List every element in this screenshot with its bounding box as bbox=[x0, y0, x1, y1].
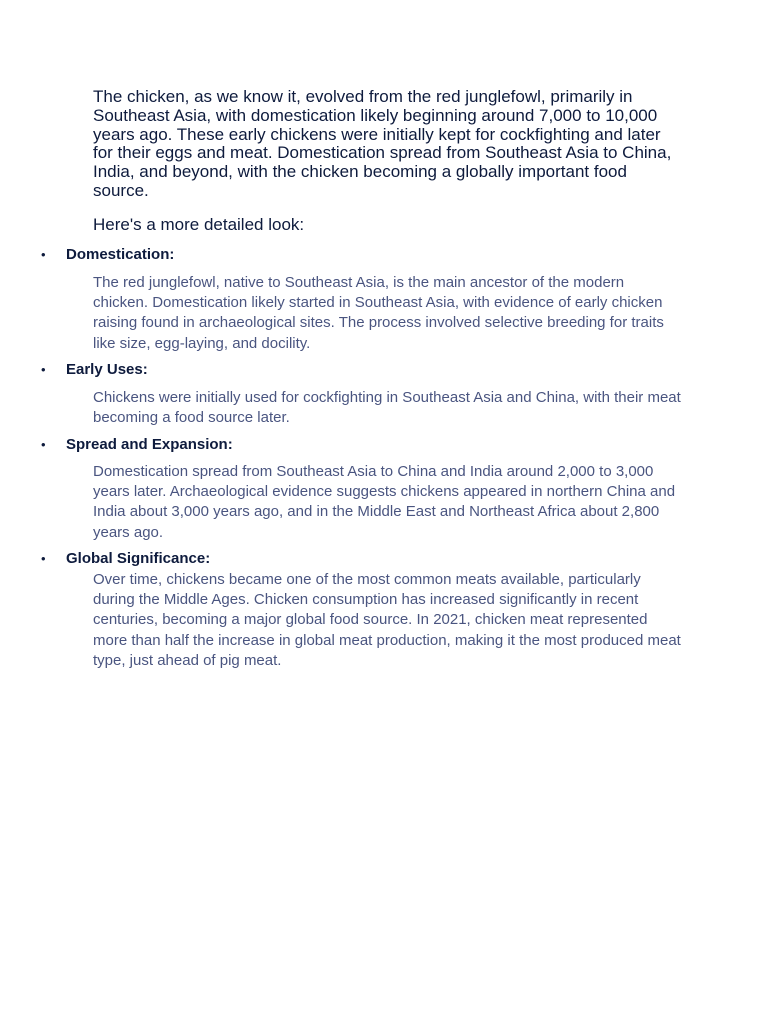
bullet-marker: • bbox=[41, 437, 46, 452]
bullet-marker: • bbox=[41, 551, 46, 566]
section-heading-domestication: Domestication: bbox=[66, 246, 175, 263]
section-body-domestication: The red junglefowl, native to Southeast Asia, is the main ancestor of the modern chicken. Domestication likely started in Southeast Asia, with evidence of early chicken raising found in archaeological sites. The process involved selective breeding for traits like size, egg-laying, and docility. bbox=[93, 274, 664, 352]
intro-paragraph: The chicken, as we know it, evolved from the red junglefowl, primarily in Southeast Asia, with domestication likely beginning around 7,000 to 10,000 years ago. These early chickens were initially kept for cockfighting and later for their eggs and meat. Domestication spread from Southeast Asia to China, India, and beyond, with the chicken becoming a globally important food source. bbox=[93, 87, 672, 200]
section-heading-early-uses: Early Uses: bbox=[66, 361, 148, 378]
section-body-early-uses: Chickens were initially used for cockfighting in Southeast Asia and China, with their meat becoming a food source later. bbox=[93, 389, 681, 427]
section-body-global-significance: Over time, chickens became one of the most common meats available, particularly during the Middle Ages. Chicken consumption has increased significantly in recent centuries, becoming a major global food source. In 2021, chicken meat represented more than half the increase in global meat production, making it the most produced meat type, just ahead of pig meat. bbox=[93, 571, 681, 669]
section-heading-spread-and-expansion: Spread and Expansion: bbox=[66, 436, 233, 453]
lead-sentence: Here's a more detailed look: bbox=[93, 215, 305, 234]
section-heading-global-significance: Global Significance: bbox=[66, 550, 211, 567]
section-body-spread-and-expansion: Domestication spread from Southeast Asia to China and India around 2,000 to 3,000 years later. Archaeological evidence suggests chickens appeared in northern China and India about 3,000 years ago, and in the Middle East and Northeast Africa about 2,800 years ago. bbox=[93, 463, 676, 541]
bullet-marker: • bbox=[41, 362, 46, 377]
bullet-marker: • bbox=[41, 247, 46, 262]
